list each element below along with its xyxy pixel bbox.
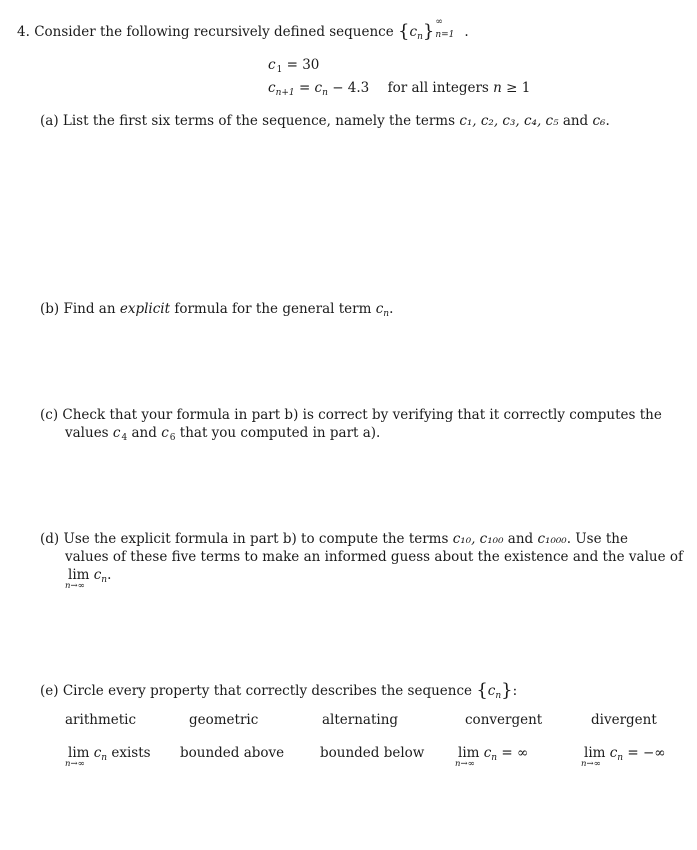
- property-geometric[interactable]: geometric: [189, 712, 259, 728]
- part-e-label: (e): [40, 683, 59, 699]
- part-d-limit: lim n→∞ $c_n$.: [65, 567, 112, 591]
- definition-c1: $c_1 = 30$: [268, 57, 320, 75]
- property-bounded-below[interactable]: bounded below: [320, 745, 425, 761]
- part-a: (a) List the first six terms of the sequence, namely the terms c₁, c₂, c₃, c₄, c₅ and c₆.: [40, 113, 610, 129]
- part-d-line1: (d) Use the explicit formula in part b) to compute the terms c₁₀, c₁₀₀ and c₁₀₀₀. Use the: [40, 531, 628, 547]
- property-arithmetic[interactable]: arithmetic: [65, 712, 137, 728]
- part-b: (b) Find an explicit formula for the general term $c_n$.: [40, 301, 394, 319]
- property-limit-exists[interactable]: lim n→∞ $c_n$ exists: [65, 745, 151, 769]
- part-a-label: (a): [40, 113, 59, 129]
- problem-intro: Consider the following recursively defined sequence: [34, 24, 394, 40]
- part-b-label: (b): [40, 301, 60, 317]
- problem-number: 4.: [17, 24, 30, 40]
- property-limit-neg-infinity[interactable]: lim n→∞ $c_n$ = −∞: [581, 745, 666, 769]
- property-bounded-above[interactable]: bounded above: [180, 745, 285, 761]
- part-d-label: (d): [40, 531, 60, 547]
- part-c-line1: (c) Check that your formula in part b) is correct by verifying that it correctly computes the: [40, 407, 662, 423]
- definition-recurrence: $c_{n+1} = c_n - 4.3$ for all integers n ≥ 1: [268, 80, 531, 98]
- part-e: (e) Circle every property that correctly describes the sequence $\{c_n\}$:: [40, 680, 518, 701]
- property-convergent[interactable]: convergent: [465, 712, 543, 728]
- property-alternating[interactable]: alternating: [322, 712, 399, 728]
- part-c-label: (c): [40, 407, 59, 423]
- part-c-line2: values $c_4$ and $c_6$ that you computed in part a).: [65, 425, 381, 443]
- part-d-line2: values of these five terms to make an informed guess about the existence and the value of: [65, 549, 684, 565]
- property-divergent[interactable]: divergent: [591, 712, 657, 728]
- problem-statement: 4. Consider the following recursively defined sequence $\{c_n\}$ ∞ n=1 .: [17, 17, 469, 42]
- property-limit-infinity[interactable]: lim n→∞ $c_n$ = ∞: [455, 745, 529, 769]
